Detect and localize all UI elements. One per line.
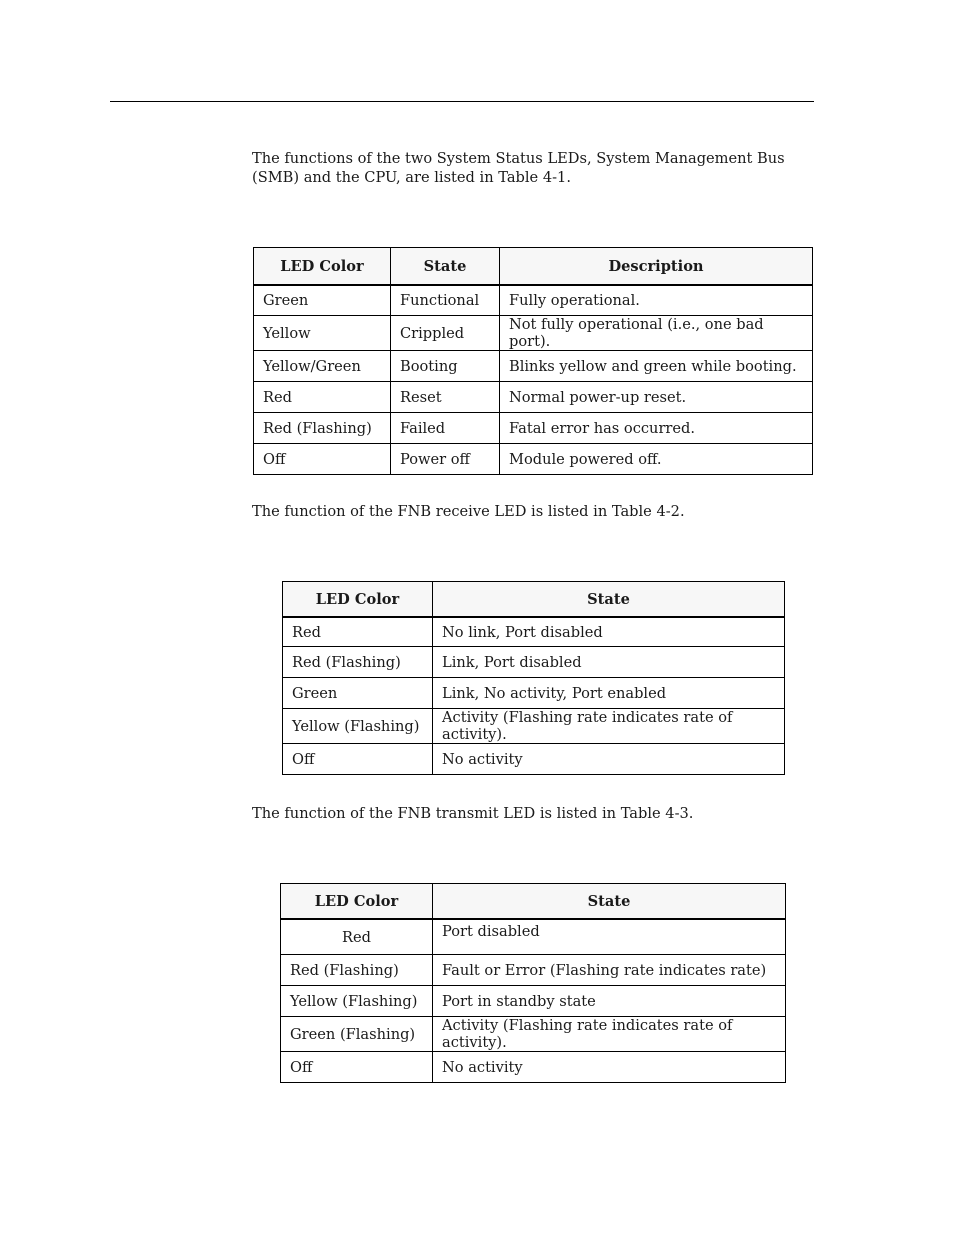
led-color-cell: Red (Flashing) [253,413,391,444]
table-row [282,647,785,678]
led-color-cell: Red [280,919,433,955]
column-header-state: State [433,883,786,919]
state-cell: Functional [391,285,500,316]
column-header-state: State [391,247,500,285]
description-cell: Not fully operational (i.e., one bad port). [500,316,813,351]
column-header-description: Description [500,247,813,285]
table-header-row [282,581,785,617]
table-row [282,617,785,647]
table-row [280,1052,786,1083]
description-cell: Module powered off. [500,444,813,475]
description-cell: Normal power-up reset. [500,382,813,413]
state-cell: Activity (Flashing rate indicates rate of activity). [433,709,785,744]
led-color-cell: Yellow [253,316,391,351]
state-cell: Port disabled [433,919,786,955]
led-color-cell: Red (Flashing) [280,955,433,986]
led-color-cell: Red [253,382,391,413]
fnb-transmit-led-table [280,883,786,1083]
led-color-cell: Yellow (Flashing) [282,709,433,744]
fnb-receive-led-table [282,581,785,775]
description-cell: Blinks yellow and green while booting. [500,351,813,382]
state-cell: Link, Port disabled [433,647,785,678]
table-row [253,413,813,444]
led-color-cell: Off [282,744,433,775]
state-cell: Link, No activity, Port enabled [433,678,785,709]
state-cell: Failed [391,413,500,444]
led-color-cell: Yellow/Green [253,351,391,382]
table-row [253,285,813,316]
state-cell: No activity [433,744,785,775]
receive-led-paragraph: The function of the FNB receive LED is listed in Table 4-2. [252,503,685,520]
column-header-led-color: LED Color [282,581,433,617]
table-row [282,709,785,744]
intro-paragraph: The functions of the two System Status LEDs, System Management Bus (SMB) and the CPU, are listed in Table 4-1. [252,150,785,186]
state-cell: No link, Port disabled [433,617,785,647]
table-row [282,744,785,775]
led-color-cell: Red [282,617,433,647]
led-color-cell: Off [280,1052,433,1083]
state-cell: Activity (Flashing rate indicates rate of activity). [433,1017,786,1052]
table-row [280,1017,786,1052]
column-header-state: State [433,581,785,617]
state-cell: Reset [391,382,500,413]
state-cell: Booting [391,351,500,382]
led-color-cell: Yellow (Flashing) [280,986,433,1017]
header-rule [110,101,814,102]
table-header-row [253,247,813,285]
table-row [280,986,786,1017]
state-cell: Crippled [391,316,500,351]
description-cell: Fully operational. [500,285,813,316]
table-row [253,351,813,382]
table-row [253,444,813,475]
transmit-led-paragraph: The function of the FNB transmit LED is listed in Table 4-3. [252,805,694,822]
led-color-cell: Green [282,678,433,709]
state-cell: Fault or Error (Flashing rate indicates rate) [433,955,786,986]
table-row [282,678,785,709]
table-row [280,955,786,986]
table-row [280,919,786,955]
table-row [253,316,813,351]
led-color-cell: Green (Flashing) [280,1017,433,1052]
state-cell: Power off [391,444,500,475]
system-status-led-table [253,247,813,475]
table-row [253,382,813,413]
led-color-cell: Red (Flashing) [282,647,433,678]
state-cell: No activity [433,1052,786,1083]
description-cell: Fatal error has occurred. [500,413,813,444]
column-header-led-color: LED Color [280,883,433,919]
led-color-cell: Green [253,285,391,316]
state-cell: Port in standby state [433,986,786,1017]
table-header-row [280,883,786,919]
led-color-cell: Off [253,444,391,475]
column-header-led-color: LED Color [253,247,391,285]
